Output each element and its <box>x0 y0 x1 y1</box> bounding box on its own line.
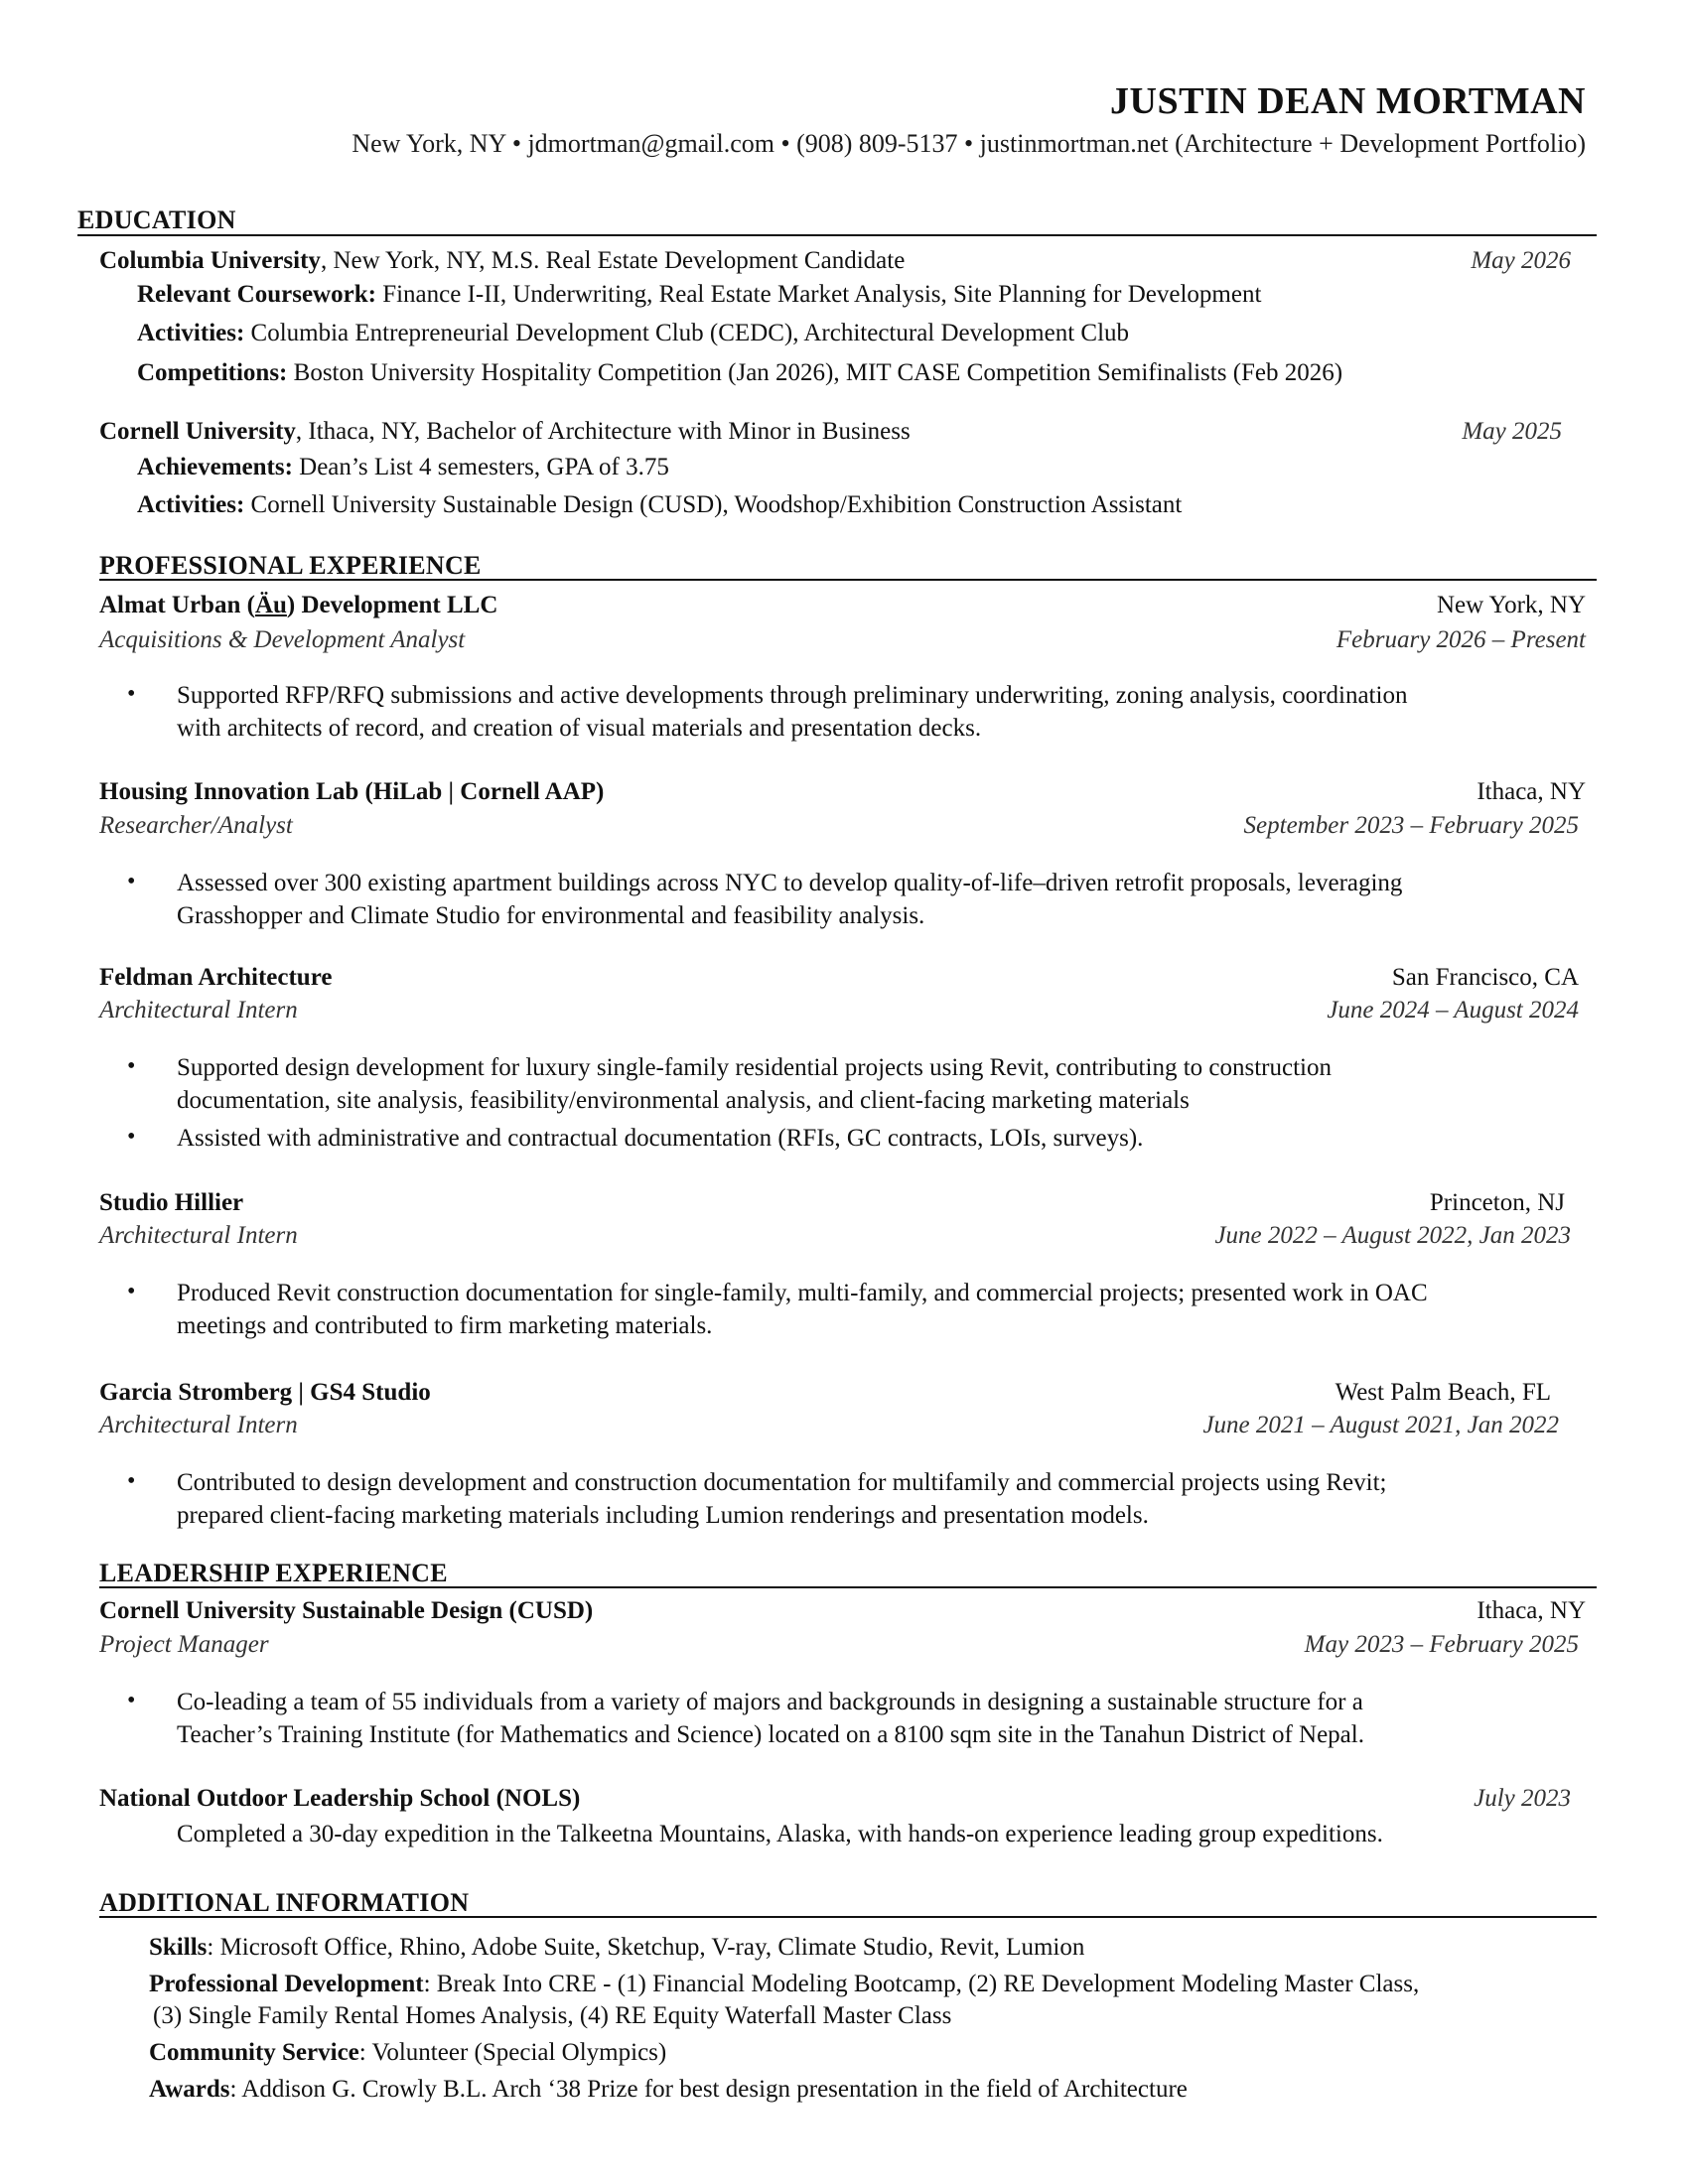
cornell-line <box>99 417 911 447</box>
job-dates: February 2026 – Present <box>1336 626 1586 653</box>
job-location: San Francisco, CA <box>1391 964 1579 991</box>
columbia-detail: , New York, NY, M.S. Real Estate Development Candidate <box>320 247 906 274</box>
bullet-line: documentation, site analysis, feasibility/environmental analysis, and client-facing marketing materials <box>177 1087 1190 1114</box>
bullet-icon: • <box>127 1468 136 1494</box>
awards-label: Awards <box>149 2076 230 2103</box>
bullet-line: Teacher’s Training Institute (for Mathematics and Science) located on a 8100 sqm site in the Tanahun District of Nepal. <box>177 1721 1364 1748</box>
cornell-date: May 2025 <box>1462 418 1562 445</box>
bullet-line: Contributed to design development and construction documentation for multifamily and commercial projects using Revit; <box>177 1469 1387 1496</box>
job-title: Researcher/Analyst <box>99 812 293 839</box>
job-company: Housing Innovation Lab (HiLab | Cornell AAP) <box>99 778 605 805</box>
bullet-line: prepared client-facing marketing materials including Lumion renderings and presentation models. <box>177 1502 1149 1529</box>
experience-rule <box>99 579 1597 581</box>
leadership-heading: LEADERSHIP EXPERIENCE <box>99 1559 448 1587</box>
job-bullet <box>177 1051 1617 1117</box>
prodev-line-2: (3) Single Family Rental Homes Analysis, (4) RE Equity Waterfall Master Class <box>153 2002 952 2029</box>
job-location: New York, NY <box>1436 592 1586 618</box>
additional-heading: ADDITIONAL INFORMATION <box>99 1888 470 1917</box>
columbia-school: Columbia University <box>99 247 321 274</box>
bullet-icon: • <box>127 681 136 707</box>
columbia-competitions <box>137 358 1342 388</box>
coursework-text: Finance I-II, Underwriting, Real Estate Market Analysis, Site Planning for Development <box>375 281 1262 308</box>
nols-org: National Outdoor Leadership School (NOLS) <box>99 1785 581 1812</box>
company-underlined: Äu <box>254 592 287 618</box>
bullet-line: meetings and contributed to firm marketing materials. <box>177 1312 713 1339</box>
achievements-label: Achievements: <box>137 454 293 480</box>
cusd-title: Project Manager <box>99 1631 269 1658</box>
job-dates: June 2021 – August 2021, Jan 2022 <box>1202 1412 1559 1438</box>
columbia-activities <box>137 319 1129 348</box>
community-line <box>149 2038 666 2068</box>
community-text: : Volunteer (Special Olympics) <box>358 2039 667 2066</box>
job-company: Garcia Stromberg | GS4 Studio <box>99 1379 431 1406</box>
cornell-achievements <box>137 453 669 482</box>
company-text: Almat Urban ( <box>99 592 255 618</box>
job-title: Architectural Intern <box>99 997 298 1024</box>
bullet-line: Assisted with administrative and contractual documentation (RFIs, GC contracts, LOIs, surveys). <box>177 1125 1144 1152</box>
job-company <box>99 591 497 620</box>
job-bullet <box>177 1466 1617 1532</box>
nols-date: July 2023 <box>1474 1785 1571 1812</box>
awards-line <box>149 2075 1188 2105</box>
community-label: Community Service <box>149 2039 359 2066</box>
bullet-icon: • <box>127 1124 136 1150</box>
skills-line <box>149 1933 1084 1963</box>
cornell-activities <box>137 490 1182 520</box>
job-bullet <box>177 867 1617 932</box>
job-company: Studio Hillier <box>99 1189 244 1216</box>
cusd-location: Ithaca, NY <box>1477 1597 1586 1624</box>
columbia-line <box>99 246 905 276</box>
job-bullet <box>177 1277 1617 1342</box>
leadership-rule <box>99 1586 1597 1588</box>
awards-text: : Addison G. Crowly B.L. Arch ‘38 Prize for best design presentation in the field of Architecture <box>229 2076 1188 2103</box>
job-location: West Palm Beach, FL <box>1335 1379 1551 1406</box>
job-location: Princeton, NJ <box>1429 1189 1565 1216</box>
job-dates: September 2023 – February 2025 <box>1243 812 1579 839</box>
job-title: Architectural Intern <box>99 1412 298 1438</box>
job-bullet <box>177 1122 1617 1155</box>
cornell-school: Cornell University <box>99 418 296 445</box>
bullet-line: with architects of record, and creation of visual materials and presentation decks. <box>177 715 982 742</box>
bullet-line: Supported design development for luxury single-family residential projects using Revit, contributing to construction <box>177 1054 1332 1081</box>
coursework-label: Relevant Coursework: <box>137 281 376 308</box>
bullet-line: Assessed over 300 existing apartment buildings across NYC to develop quality-of-life–driven retrofit proposals, leveraging <box>177 870 1403 896</box>
cusd-dates: May 2023 – February 2025 <box>1304 1631 1579 1658</box>
skills-label: Skills <box>149 1934 208 1961</box>
bullet-line: Produced Revit construction documentation for single-family, multi-family, and commercial projects; presented work in OAC <box>177 1280 1428 1306</box>
bullet-line: Grasshopper and Climate Studio for environmental and feasibility analysis. <box>177 902 925 929</box>
achievements-text: Dean’s List 4 semesters, GPA of 3.75 <box>292 454 669 480</box>
prodev-line <box>149 1970 1419 1999</box>
job-title: Architectural Intern <box>99 1222 298 1249</box>
columbia-coursework <box>137 280 1261 310</box>
job-company: Feldman Architecture <box>99 964 333 991</box>
job-dates: June 2024 – August 2024 <box>1327 997 1579 1024</box>
contact-line: New York, NY • jdmortman@gmail.com • (908) 809-5137 • justinmortman.net (Architecture + Development Portfolio) <box>352 129 1586 158</box>
cornell-detail: , Ithaca, NY, Bachelor of Architecture with Minor in Business <box>295 418 911 445</box>
skills-text: : Microsoft Office, Rhino, Adobe Suite, Sketchup, V-ray, Climate Studio, Revit, Lumion <box>207 1934 1085 1961</box>
competitions-label: Competitions: <box>137 359 288 386</box>
competitions-text: Boston University Hospitality Competition (Jan 2026), MIT CASE Competition Semifinalists (Feb 2026) <box>287 359 1343 386</box>
bullet-icon: • <box>127 869 136 894</box>
additional-rule <box>99 1916 1597 1918</box>
columbia-date: May 2026 <box>1471 247 1571 274</box>
cusd-bullet <box>177 1686 1617 1751</box>
activities-text: Columbia Entrepreneurial Development Club (CEDC), Architectural Development Club <box>244 320 1130 346</box>
company-text: ) Development LLC <box>286 592 498 618</box>
job-dates: June 2022 – August 2022, Jan 2023 <box>1214 1222 1571 1249</box>
job-title: Acquisitions & Development Analyst <box>99 626 466 653</box>
education-rule <box>77 234 1597 236</box>
job-bullet <box>177 679 1617 745</box>
prodev-text: : Break Into CRE - (1) Financial Modeling Bootcamp, (2) RE Development Modeling Master Class, <box>423 1971 1420 1997</box>
experience-heading: PROFESSIONAL EXPERIENCE <box>99 551 482 580</box>
education-heading: EDUCATION <box>77 205 236 234</box>
bullet-icon: • <box>127 1279 136 1304</box>
candidate-name: JUSTIN DEAN MORTMAN <box>1110 80 1586 122</box>
job-location: Ithaca, NY <box>1477 778 1586 805</box>
activities-text: Cornell University Sustainable Design (CUSD), Woodshop/Exhibition Construction Assistant <box>244 491 1183 518</box>
bullet-icon: • <box>127 1688 136 1713</box>
bullet-icon: • <box>127 1053 136 1079</box>
nols-desc: Completed a 30-day expedition in the Talkeetna Mountains, Alaska, with hands-on experience leading group expeditions. <box>177 1821 1383 1847</box>
bullet-line: Co-leading a team of 55 individuals from a variety of majors and backgrounds in designing a sustainable structure for a <box>177 1689 1363 1715</box>
bullet-line: Supported RFP/RFQ submissions and active developments through preliminary underwriting, zoning analysis, coordination <box>177 682 1408 709</box>
cusd-org: Cornell University Sustainable Design (CUSD) <box>99 1597 594 1624</box>
prodev-label: Professional Development <box>149 1971 424 1997</box>
activities-label: Activities: <box>137 491 245 518</box>
activities-label: Activities: <box>137 320 245 346</box>
